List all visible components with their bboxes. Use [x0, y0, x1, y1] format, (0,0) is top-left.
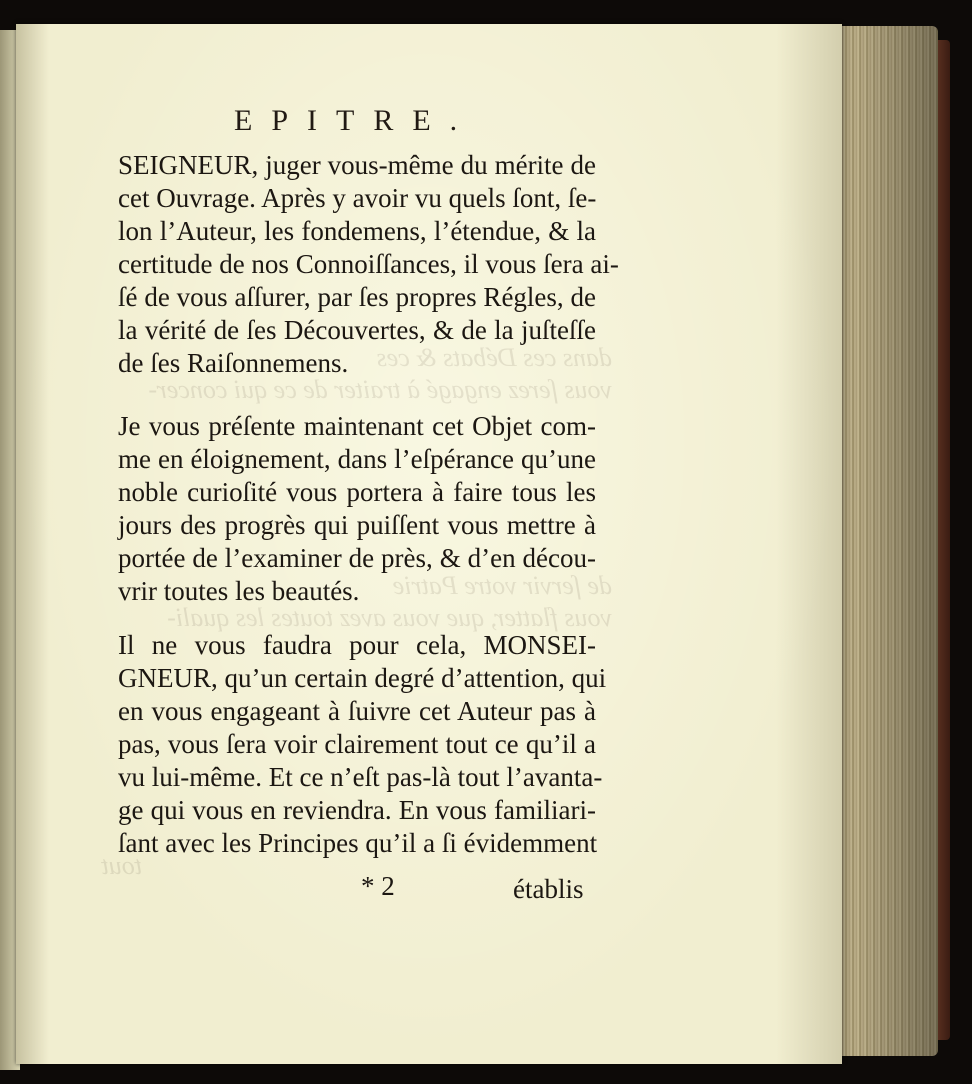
- text-line: en vous engageant à ſuivre cet Auteur pas à: [118, 696, 596, 726]
- text-line: GNEUR, qu’un certain degré d’attention, qui: [118, 663, 607, 693]
- text-line: certitude de nos Connoiſſances, il vous ſera ai-: [118, 249, 619, 279]
- bleed-line: tout: [101, 851, 142, 880]
- text-line: la vérité de ſes Découvertes, & de la juſteſſe: [118, 315, 596, 345]
- book-page: [16, 24, 842, 1064]
- bleed-line: dans ces Débats & ces: [376, 343, 612, 372]
- text-line: portée de l’examiner de près, & d’en décou-: [118, 543, 596, 573]
- text-line: ſant avec les Principes qu’il a ſi évidemment: [118, 828, 598, 858]
- text-line: cet Ouvrage. Après y avoir vu quels ſont, ſe-: [118, 183, 597, 213]
- text-line: lon l’Auteur, les fondemens, l’étendue, & la: [118, 216, 596, 246]
- text-line: ge qui vous en reviendra. En vous familiari-: [118, 795, 596, 825]
- text-line: ſé de vous aſſurer, par ſes propres Régles, de: [118, 282, 596, 312]
- text-line: Je vous préſente maintenant cet Objet com-: [118, 411, 596, 441]
- text-line: vu lui-même. Et ce n’eſt pas-là tout l’avanta-: [118, 762, 603, 792]
- text-line: Il ne vous faudra pour cela, MONSEI-: [118, 630, 596, 660]
- bleed-line: de ſervir votre Patrie: [392, 571, 612, 600]
- running-head: EPITRE.: [234, 104, 477, 137]
- bleed-line: vous flatter, que vous avez toutes les quali-: [167, 603, 612, 632]
- text-line: vrir toutes les beautés.: [118, 576, 360, 606]
- catchword: établis: [513, 874, 584, 904]
- text-line: me en éloignement, dans l’eſpérance qu’une: [118, 444, 596, 474]
- signature-mark: * 2: [361, 871, 395, 901]
- text-line: de ſes Raiſonnemens.: [118, 348, 349, 378]
- text-line: jours des progrès qui puiſſent vous mettre à: [118, 510, 596, 540]
- text-line: noble curioſité vous portera à faire tous les: [118, 477, 596, 507]
- text-line: pas, vous ſera voir clairement tout ce qu’il a: [118, 729, 596, 759]
- text-line: SEIGNEUR, juger vous-même du mérite de: [118, 150, 596, 180]
- page-text: [16, 24, 842, 1064]
- bleed-line: vous ſerez engagé à traiter de ce qui concer-: [148, 375, 612, 404]
